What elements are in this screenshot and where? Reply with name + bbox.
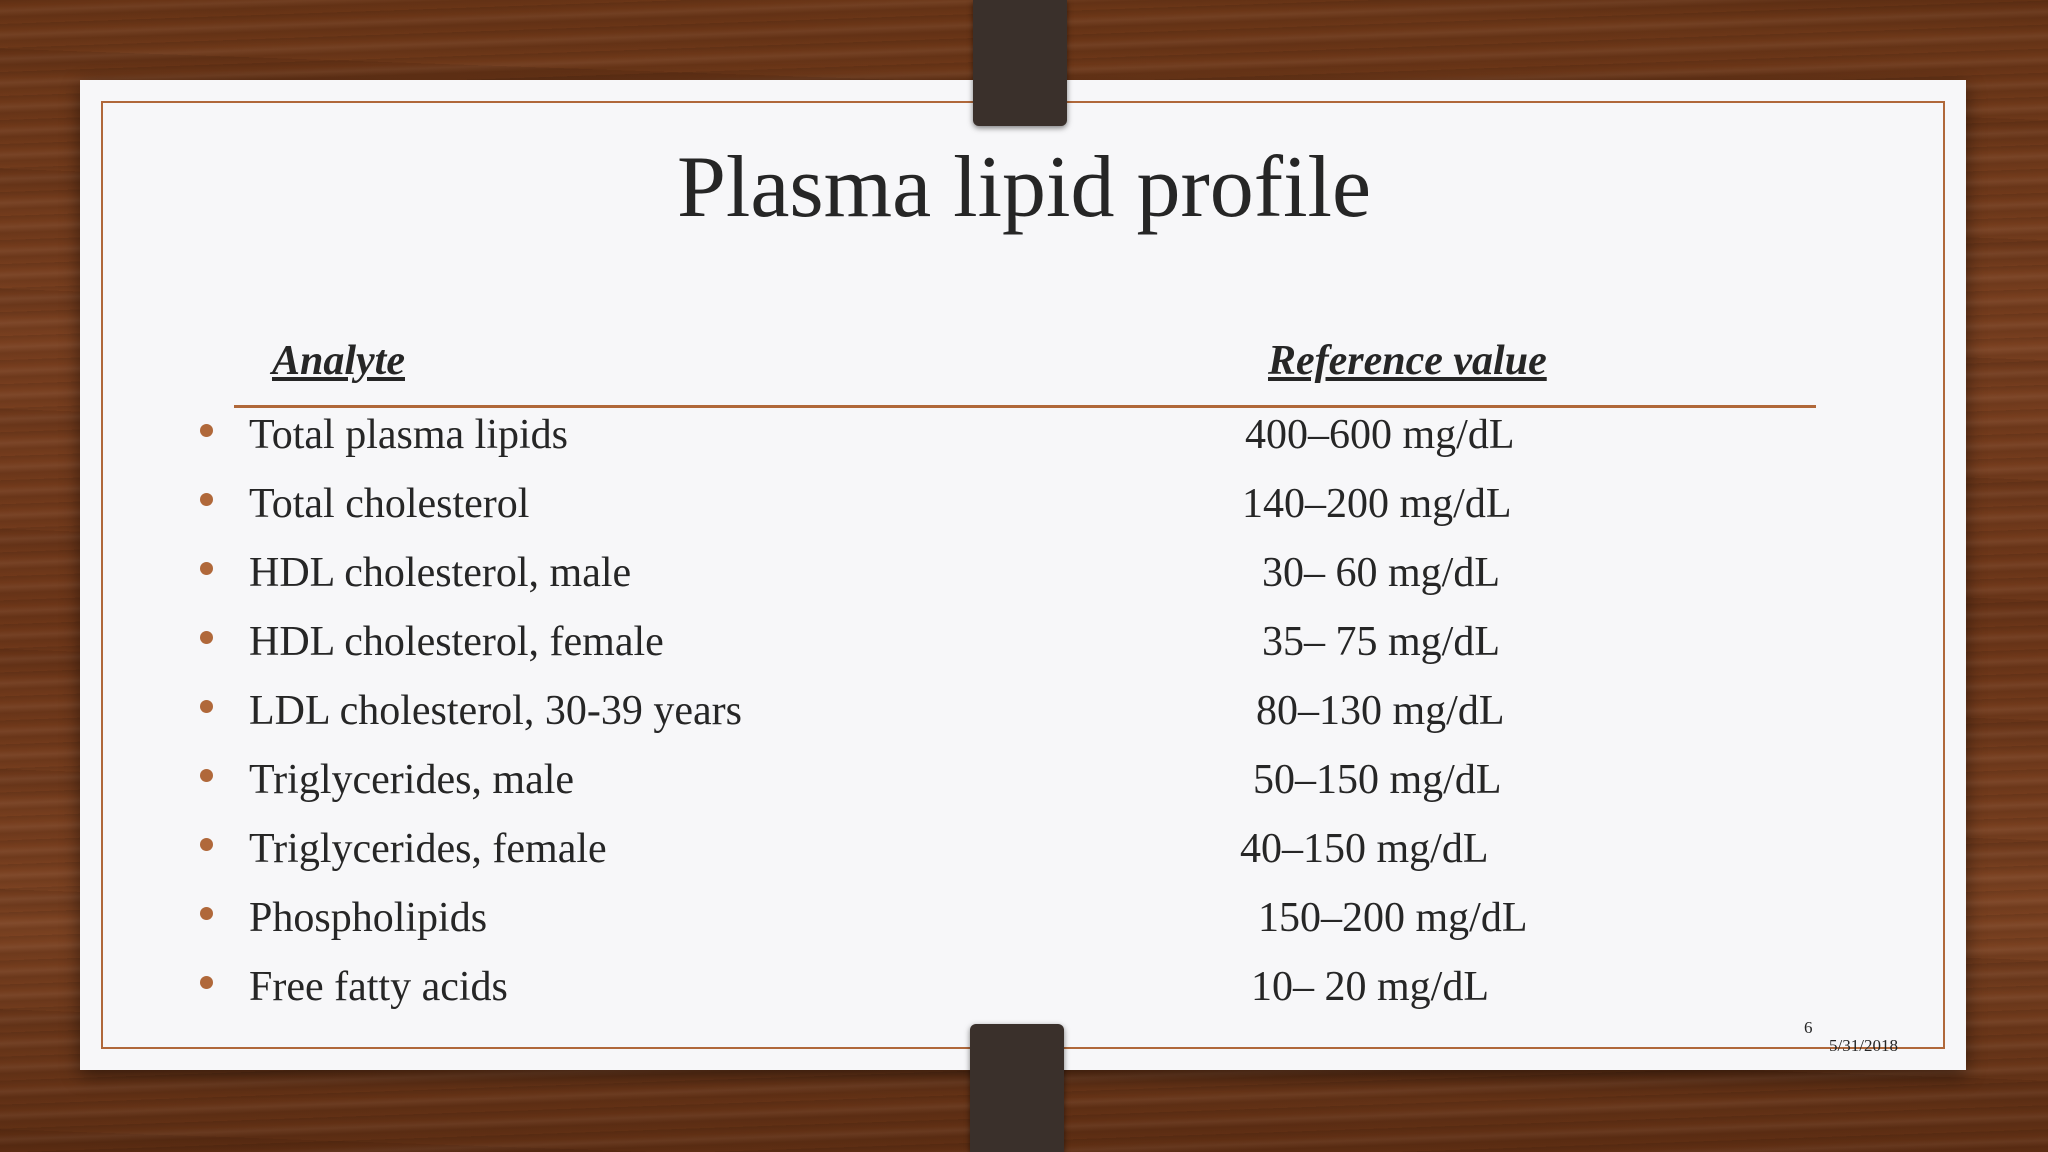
bullet-icon <box>200 562 213 575</box>
reference-value: 30– 60 mg/dL <box>1262 550 1500 596</box>
analyte-name: Free fatty acids <box>249 964 508 1010</box>
reference-value: 40–150 mg/dL <box>1240 826 1489 872</box>
analyte-name: Phospholipids <box>249 895 488 941</box>
list-item <box>0 548 2048 598</box>
reference-value: 10– 20 mg/dL <box>1251 964 1489 1010</box>
analyte-name: Triglycerides, male <box>249 757 575 803</box>
analyte-name: LDL cholesterol, 30-39 years <box>249 688 742 734</box>
bullet-icon <box>200 493 213 506</box>
page-number: 6 <box>1804 1018 1813 1037</box>
reference-value: 150–200 mg/dL <box>1258 895 1528 941</box>
list-item <box>0 686 2048 736</box>
bullet-icon <box>200 700 213 713</box>
analyte-name: Triglycerides, female <box>249 826 607 872</box>
analyte-name: Total plasma lipids <box>249 412 569 458</box>
list-item <box>0 617 2048 667</box>
reference-value: 35– 75 mg/dL <box>1262 619 1500 665</box>
bottom-strap <box>970 1024 1064 1152</box>
list-item <box>0 824 2048 874</box>
bullet-icon <box>200 976 213 989</box>
reference-value: 50–150 mg/dL <box>1253 757 1502 803</box>
header-divider <box>234 405 1816 408</box>
list-item <box>0 755 2048 805</box>
reference-value: 400–600 mg/dL <box>1245 412 1515 458</box>
reference-value: 140–200 mg/dL <box>1242 481 1512 527</box>
analyte-name: HDL cholesterol, male <box>249 550 632 596</box>
analyte-name: HDL cholesterol, female <box>249 619 664 665</box>
reference-column-header: Reference value <box>1268 338 1547 384</box>
bullet-icon <box>200 424 213 437</box>
bullet-icon <box>200 838 213 851</box>
list-item <box>0 893 2048 943</box>
reference-value: 80–130 mg/dL <box>1256 688 1505 734</box>
analyte-name: Total cholesterol <box>249 481 530 527</box>
slide-title: Plasma lipid profile <box>676 139 1372 236</box>
list-item <box>0 410 2048 460</box>
bullet-icon <box>200 769 213 782</box>
top-strap <box>973 0 1067 126</box>
analyte-column-header: Analyte <box>272 338 405 384</box>
list-item <box>0 479 2048 529</box>
bullet-icon <box>200 631 213 644</box>
list-item <box>0 962 2048 1012</box>
slide-date: 5/31/2018 <box>1829 1036 1898 1055</box>
bullet-icon <box>200 907 213 920</box>
